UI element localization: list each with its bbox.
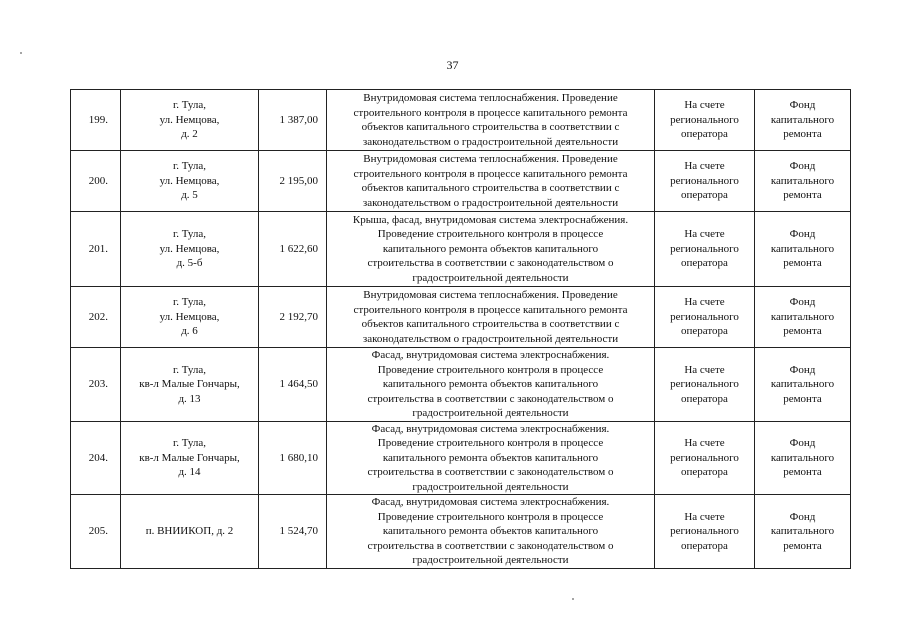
fund-cell (755, 90, 851, 151)
area-cell: 1 464,50 (259, 348, 327, 422)
fund-line: капитального (770, 451, 835, 464)
work-line: капитального ремонта объектов капитального (382, 525, 599, 537)
work-line: капитального ремонта объектов капитального (382, 242, 599, 255)
fund-line: Фонд (789, 437, 816, 449)
account-line: регионального (670, 242, 739, 255)
fund-line: капитального (770, 113, 835, 126)
work-cell (327, 348, 655, 422)
area-cell: 1 387,00 (259, 90, 327, 151)
account-line: регионального (670, 174, 739, 187)
address-line: г. Тула, (172, 160, 207, 173)
address-cell (121, 90, 259, 151)
fund-line: ремонта (783, 128, 822, 141)
table-row (71, 90, 851, 151)
account-cell (655, 421, 755, 495)
work-line: градостроительной деятельности (412, 271, 569, 284)
address-line: ул. Немцова, (159, 242, 220, 255)
address-line: д. 5 (181, 189, 198, 202)
work-line: объектов капитального строительства в соответствии с (361, 121, 620, 133)
work-line: строительного контроля в процессе капитального ремонта (353, 106, 628, 119)
work-line: Фасад, внутридомовая система электроснабжения. (371, 496, 610, 508)
table-row (71, 151, 851, 212)
account-line: регионального (670, 310, 739, 323)
address-cell (121, 151, 259, 212)
account-line: На счете (684, 510, 725, 523)
work-line: капитального ремонта объектов капитального (382, 451, 599, 464)
work-line: законодательством о градостроительной деятельности (362, 332, 619, 345)
fund-line: капитального (770, 378, 835, 390)
work-cell (327, 90, 655, 151)
address-line: д. 6 (181, 325, 198, 338)
row-number: 200. (71, 151, 121, 212)
repair-program-table (70, 89, 851, 569)
address-line: г. Тула, (172, 296, 207, 309)
address-line: д. 5-б (176, 257, 203, 270)
account-line: оператора (681, 392, 728, 405)
row-number: 205. (71, 495, 121, 569)
page-number: 37 (446, 58, 459, 72)
work-line: градостроительной деятельности (412, 554, 569, 566)
work-line: Внутридомовая система теплоснабжения. Проведение (363, 153, 618, 165)
account-line: оператора (681, 466, 728, 478)
work-line: объектов капитального строительства в соответствии с (361, 182, 620, 194)
address-line: д. 14 (178, 466, 201, 478)
account-line: На счете (684, 437, 725, 449)
address-line: кв-л Малые Гончары, (139, 378, 240, 390)
account-line: На счете (684, 99, 725, 112)
fund-line: Фонд (789, 296, 816, 309)
fund-line: капитального (770, 242, 835, 255)
account-cell (655, 212, 755, 287)
work-line: законодательством о градостроительной деятельности (362, 196, 619, 209)
work-cell (327, 421, 655, 495)
area-cell: 1 680,10 (259, 421, 327, 495)
work-line: Фасад, внутридомовая система электроснабжения. (371, 422, 610, 435)
work-line: строительства в соответствии с законодательством о (367, 257, 614, 270)
fund-line: Фонд (789, 510, 816, 523)
account-cell (655, 151, 755, 212)
table-row (71, 421, 851, 495)
table-row (71, 348, 851, 422)
area-cell: 1 622,60 (259, 212, 327, 287)
work-line: строительного контроля в процессе капитального ремонта (353, 167, 628, 180)
fund-line: ремонта (783, 325, 822, 338)
account-line: На счете (684, 228, 725, 241)
account-line: регионального (670, 525, 739, 537)
fund-line: капитального (770, 310, 835, 323)
work-line: Внутридомовая система теплоснабжения. Проведение (363, 92, 618, 104)
scan-speck (20, 52, 22, 54)
work-line: строительства в соответствии с законодательством о (367, 392, 614, 405)
fund-cell (755, 495, 851, 569)
fund-line: капитального (770, 525, 835, 537)
row-number: 199. (71, 90, 121, 151)
row-number: 201. (71, 212, 121, 287)
work-line: Проведение строительного контроля в процессе (377, 228, 604, 241)
address-line: д. 2 (181, 128, 198, 141)
work-cell (327, 151, 655, 212)
fund-line: капитального (770, 174, 835, 187)
fund-line: ремонта (783, 466, 822, 478)
work-line: законодательством о градостроительной деятельности (362, 135, 619, 148)
account-line: регионального (670, 378, 739, 390)
account-cell (655, 90, 755, 151)
account-line: оператора (681, 257, 728, 270)
address-cell (121, 421, 259, 495)
work-line: градостроительной деятельности (412, 407, 569, 419)
address-line: ул. Немцова, (159, 174, 220, 187)
fund-cell (755, 421, 851, 495)
table-row (71, 495, 851, 569)
row-number: 204. (71, 421, 121, 495)
fund-line: Фонд (789, 99, 816, 112)
fund-line: Фонд (789, 160, 816, 173)
row-number: 203. (71, 348, 121, 422)
work-line: Фасад, внутридомовая система электроснабжения. (371, 349, 610, 361)
account-line: оператора (681, 189, 728, 202)
work-line: градостроительной деятельности (412, 480, 569, 493)
work-cell (327, 495, 655, 569)
work-line: капитального ремонта объектов капитального (382, 378, 599, 390)
account-cell (655, 348, 755, 422)
address-cell (121, 212, 259, 287)
fund-line: ремонта (783, 257, 822, 270)
work-line: строительства в соответствии с законодательством о (367, 466, 614, 478)
table-row (71, 212, 851, 287)
work-line: Проведение строительного контроля в процессе (377, 510, 604, 523)
area-cell: 2 192,70 (259, 287, 327, 348)
work-line: Крыша, фасад, внутридомовая система электроснабжения. (352, 213, 629, 226)
fund-cell (755, 348, 851, 422)
address-cell (121, 348, 259, 422)
fund-line: Фонд (789, 363, 816, 376)
work-line: объектов капитального строительства в соответствии с (361, 318, 620, 330)
work-line: Внутридомовая система теплоснабжения. Проведение (363, 289, 618, 301)
work-line: Проведение строительного контроля в процессе (377, 437, 604, 449)
address-line: г. Тула, (172, 437, 207, 449)
account-line: регионального (670, 451, 739, 464)
account-line: оператора (681, 128, 728, 141)
account-line: оператора (681, 539, 728, 552)
work-line: строительства в соответствии с законодательством о (367, 539, 614, 552)
work-cell (327, 287, 655, 348)
address-line: г. Тула, (172, 99, 207, 112)
account-line: На счете (684, 296, 725, 309)
work-line: Проведение строительного контроля в процессе (377, 363, 604, 376)
area-cell: 2 195,00 (259, 151, 327, 212)
address-line: г. Тула, (172, 228, 207, 241)
fund-line: ремонта (783, 189, 822, 202)
fund-cell (755, 151, 851, 212)
address-line: ул. Немцова, (159, 113, 220, 126)
account-line: оператора (681, 325, 728, 338)
address-line: п. ВНИИКОП, д. 2 (145, 525, 234, 537)
fund-cell (755, 212, 851, 287)
account-cell (655, 495, 755, 569)
account-cell (655, 287, 755, 348)
address-line: ул. Немцова, (159, 310, 220, 323)
table-row (71, 287, 851, 348)
row-number: 202. (71, 287, 121, 348)
address-cell (121, 495, 259, 569)
address-line: д. 13 (178, 392, 201, 405)
fund-line: ремонта (783, 539, 822, 552)
fund-cell (755, 287, 851, 348)
scan-speck (572, 598, 574, 600)
work-line: строительного контроля в процессе капитального ремонта (353, 303, 628, 316)
address-line: г. Тула, (172, 363, 207, 376)
account-line: регионального (670, 113, 739, 126)
address-line: кв-л Малые Гончары, (139, 451, 240, 464)
address-cell (121, 287, 259, 348)
area-cell: 1 524,70 (259, 495, 327, 569)
account-line: На счете (684, 160, 725, 173)
fund-line: Фонд (789, 228, 816, 241)
account-line: На счете (684, 363, 725, 376)
fund-line: ремонта (783, 392, 822, 405)
work-cell (327, 212, 655, 287)
